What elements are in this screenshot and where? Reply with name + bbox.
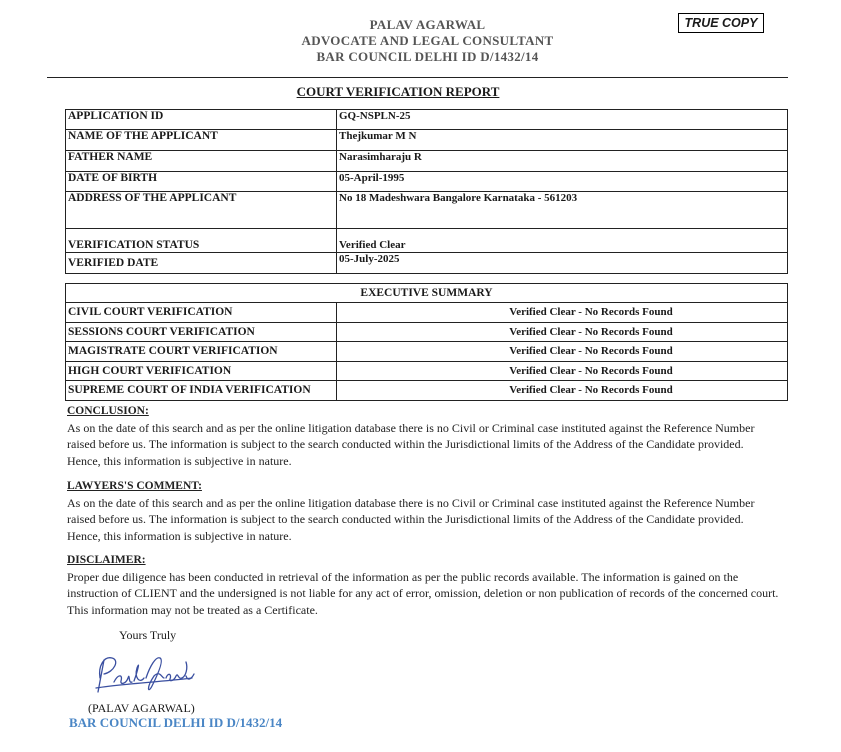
table-row <box>66 303 788 323</box>
conclusion-heading: CONCLUSION: <box>67 405 149 417</box>
lawyers-comment-heading: LAWYERS'S COMMENT: <box>67 480 202 492</box>
detail-label: VERIFICATION STATUS <box>66 229 337 253</box>
detail-label: ADDRESS OF THE APPLICANT <box>66 192 337 229</box>
summary-label: SESSIONS COURT VERIFICATION <box>66 323 337 342</box>
true-copy-stamp: TRUE COPY <box>678 13 764 33</box>
disclaimer-section <box>67 552 779 618</box>
advocate-name: PALAV AGARWAL <box>369 17 486 32</box>
summary-label: SUPREME COURT OF INDIA VERIFICATION <box>66 381 337 401</box>
detail-value: Verified Clear <box>337 229 788 253</box>
detail-label: FATHER NAME <box>66 151 337 172</box>
detail-value: Thejkumar M N <box>337 130 788 151</box>
table-row <box>66 342 788 362</box>
table-row <box>66 381 788 401</box>
detail-value: GQ-NSPLN-25 <box>337 110 788 130</box>
summary-value: Verified Clear - No Records Found <box>337 323 788 342</box>
detail-value: 05-July-2025 <box>337 253 788 274</box>
table-row <box>66 192 788 229</box>
advocate-role: ADVOCATE AND LEGAL CONSULTANT <box>301 33 554 48</box>
summary-label: HIGH COURT VERIFICATION <box>66 362 337 381</box>
table-row <box>66 229 788 253</box>
report-title: COURT VERIFICATION REPORT <box>296 84 500 99</box>
closing-text: Yours Truly <box>119 628 177 642</box>
disclaimer-heading: DISCLAIMER: <box>67 554 146 566</box>
table-row <box>66 284 788 303</box>
detail-label: VERIFIED DATE <box>66 253 337 274</box>
table-row <box>66 362 788 381</box>
table-row <box>66 323 788 342</box>
summary-label: MAGISTRATE COURT VERIFICATION <box>66 342 337 362</box>
summary-label: CIVIL COURT VERIFICATION <box>66 303 337 323</box>
summary-value: Verified Clear - No Records Found <box>337 342 788 362</box>
table-row <box>66 130 788 151</box>
bar-council-id: BAR COUNCIL DELHI ID D/1432/14 <box>316 49 539 64</box>
detail-value: Narasimharaju R <box>337 151 788 172</box>
letterhead <box>0 17 841 65</box>
summary-value: Verified Clear - No Records Found <box>337 303 788 323</box>
detail-value: 05-April-1995 <box>337 172 788 192</box>
lawyers-comment-text: As on the date of this search and as per the online litigation database there is no Civil or Criminal case instituted against the Reference Number raised before us. The information is subject to the search conducted within the Jurisdictional limits of the Address of the Candidate provided. Hence, this information is subjective in nature. <box>67 495 755 543</box>
table-row <box>66 253 788 274</box>
detail-label: DATE OF BIRTH <box>66 172 337 192</box>
table-row <box>66 151 788 172</box>
summary-value: Verified Clear - No Records Found <box>337 362 788 381</box>
summary-title: EXECUTIVE SUMMARY <box>66 284 788 303</box>
detail-label: NAME OF THE APPLICANT <box>66 130 337 151</box>
applicant-details-table <box>65 109 788 274</box>
footer-bar-council-id: BAR COUNCIL DELHI ID D/1432/14 <box>69 715 283 730</box>
disclaimer-text: Proper due diligence has been conducted in retrieval of the information as per the public records available. The information is gained on the instruction of CLIENT and the undersigned is not liable for any act of error, omission, deletion or non publication of records of the concerned court. This information may not be treated as a Certificate. <box>67 569 779 617</box>
lawyers-comment-section <box>67 478 779 544</box>
signatory-name: (PALAV AGARWAL) <box>88 701 195 715</box>
conclusion-section <box>67 403 779 469</box>
conclusion-text: As on the date of this search and as per the online litigation database there is no Civil or Criminal case instituted against the Reference Number raised before us. The information is subject to the search conducted within the Jurisdictional limits of the Address of the Candidate provided. Hence, this information is subjective in nature. <box>67 420 755 468</box>
table-row <box>66 172 788 192</box>
executive-summary-table <box>65 283 788 401</box>
table-row <box>66 110 788 130</box>
signature-icon <box>90 648 200 698</box>
detail-label: APPLICATION ID <box>66 110 337 130</box>
detail-value: No 18 Madeshwara Bangalore Karnataka - 561203 <box>337 192 788 229</box>
summary-value: Verified Clear - No Records Found <box>337 381 788 401</box>
header-divider <box>47 77 788 78</box>
